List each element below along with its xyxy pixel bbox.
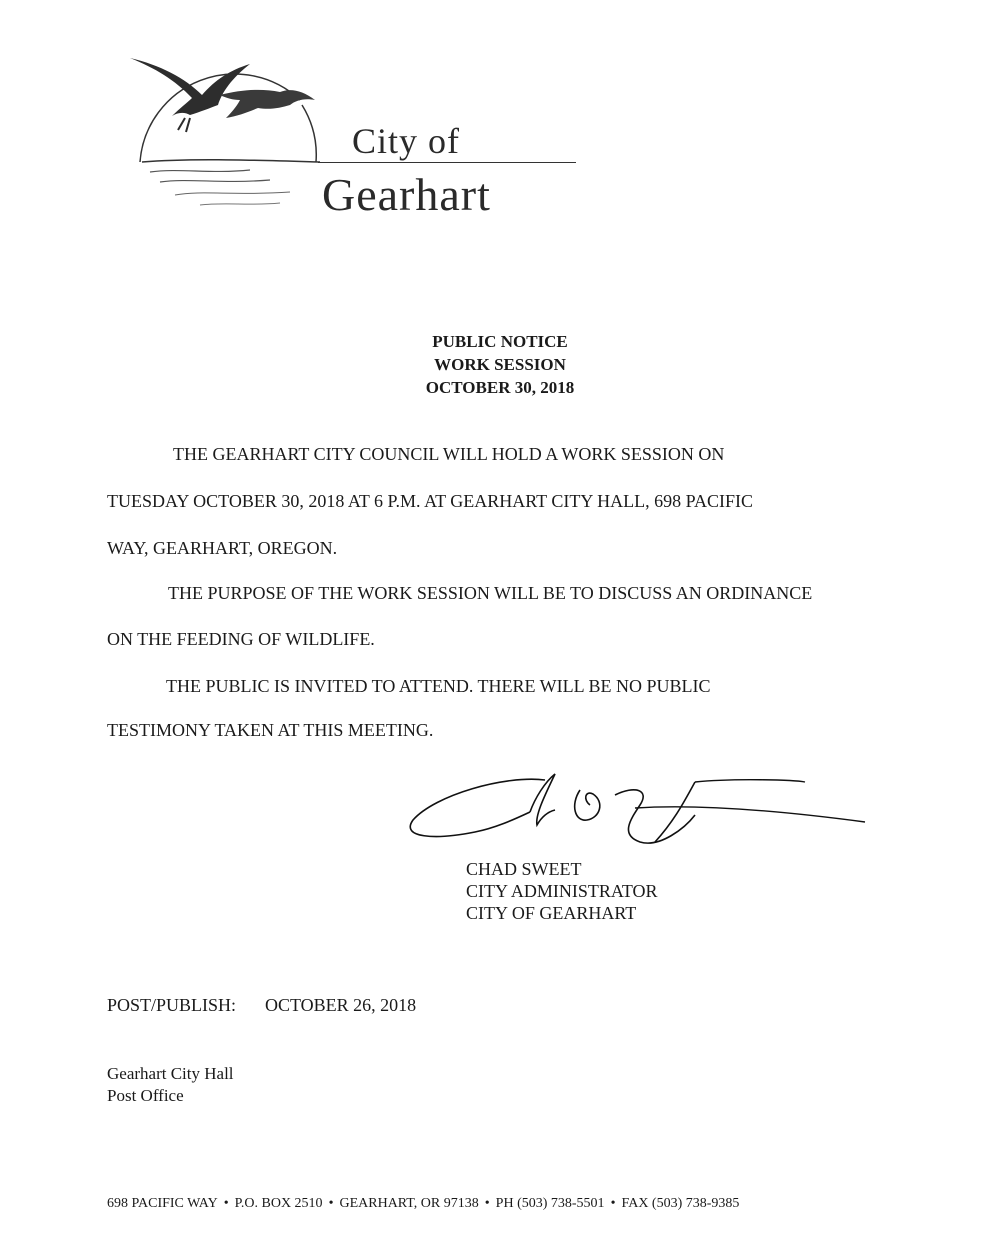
footer-separator: • bbox=[223, 1196, 229, 1211]
body-p1-line2: TUESDAY OCTOBER 30, 2018 AT 6 P.M. AT GEARHART CITY HALL, 698 PACIFIC bbox=[107, 491, 754, 511]
post-publish-date: OCTOBER 26, 2018 bbox=[265, 995, 417, 1015]
footer-city: GEARHART, OR 97138 bbox=[339, 1196, 479, 1211]
footer-separator: • bbox=[328, 1196, 334, 1211]
gearhart-logo-icon bbox=[130, 50, 330, 215]
footer-address: 698 PACIFIC WAY bbox=[107, 1196, 218, 1211]
body-p3-line1: THE PUBLIC IS INVITED TO ATTEND. THERE WILL BE NO PUBLIC bbox=[166, 676, 711, 696]
footer-phone: PH (503) 738-5501 bbox=[495, 1196, 605, 1211]
body-p1-line3: WAY, GEARHART, OREGON. bbox=[107, 538, 338, 558]
signatory-name: CHAD SWEET bbox=[466, 859, 582, 879]
body-p2-line2: ON THE FEEDING OF WILDLIFE. bbox=[107, 629, 375, 649]
location-item: Gearhart City Hall bbox=[107, 1064, 234, 1083]
location-item: Post Office bbox=[107, 1086, 184, 1105]
footer-separator: • bbox=[610, 1196, 616, 1211]
address-footer bbox=[107, 1196, 739, 1212]
notice-title: PUBLIC NOTICE bbox=[432, 332, 568, 351]
letterhead-line-1: City of bbox=[352, 121, 461, 161]
post-publish-label: POST/PUBLISH: bbox=[107, 995, 237, 1015]
footer-fax: FAX (503) 738-9385 bbox=[621, 1196, 740, 1211]
signatory-org: CITY OF GEARHART bbox=[466, 903, 637, 923]
notice-subtitle: WORK SESSION bbox=[434, 355, 566, 374]
body-p1-line1: THE GEARHART CITY COUNCIL WILL HOLD A WORK SESSION ON bbox=[173, 444, 725, 464]
body-p3-line2: TESTIMONY TAKEN AT THIS MEETING. bbox=[107, 720, 434, 740]
signatory-title: CITY ADMINISTRATOR bbox=[466, 881, 658, 901]
notice-date: OCTOBER 30, 2018 bbox=[425, 378, 575, 397]
letterhead-rule bbox=[318, 162, 576, 163]
signature-icon bbox=[395, 760, 885, 860]
footer-separator: • bbox=[484, 1196, 490, 1211]
footer-po-box: P.O. BOX 2510 bbox=[234, 1196, 323, 1211]
letterhead-line-2: Gearhart bbox=[322, 169, 491, 220]
body-p2-line1: THE PURPOSE OF THE WORK SESSION WILL BE TO DISCUSS AN ORDINANCE bbox=[168, 583, 813, 603]
